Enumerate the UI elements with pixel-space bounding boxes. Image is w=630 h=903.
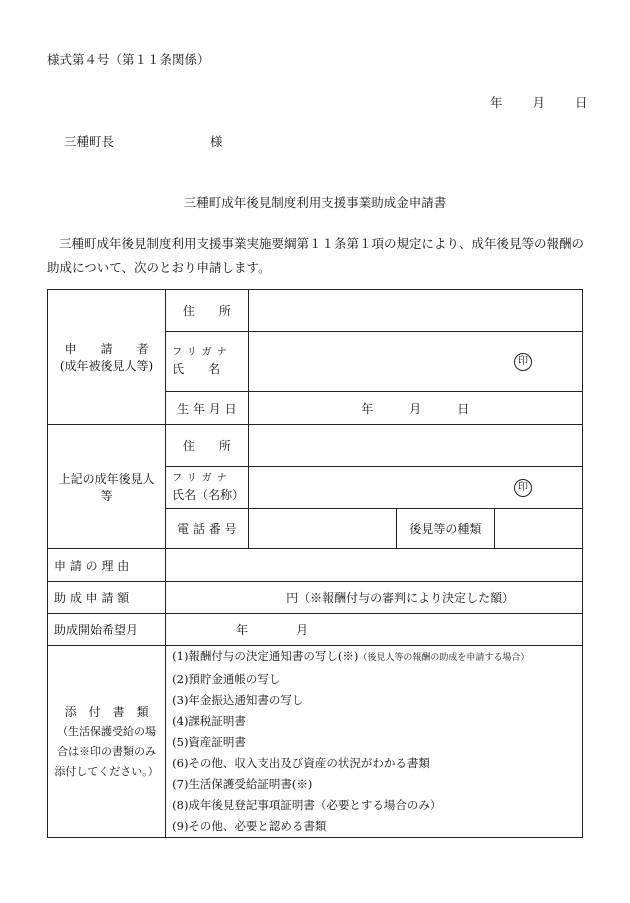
- application-form-table: [47, 289, 583, 838]
- attachment-item: (1)報酬付与の決定通知書の写し(※)（後見人等の報酬の助成を申請する場合）: [172, 649, 530, 663]
- attachment-item: (4)課税証明書: [172, 714, 246, 728]
- applicant-address-field[interactable]: [248, 290, 582, 332]
- reason-label: 申 請 の 理 由: [48, 549, 166, 582]
- document-title: 三種町成年後見制度利用支援事業助成金申請書: [183, 195, 447, 210]
- seal-icon: 印: [514, 353, 532, 371]
- amount-label: 助 成 申 請 額: [48, 582, 166, 614]
- attachments-note: （生活保護受給の場合は※印の書類のみ添付してください。）: [54, 724, 159, 778]
- attachment-item: (9)その他、必要と認める書類: [172, 819, 327, 833]
- attachment-item: (8)成年後見登記事項証明書（必要とする場合のみ）: [172, 798, 442, 812]
- body-text: [47, 232, 587, 280]
- body-paragraph: 三種町成年後見制度利用支援事業実施要綱第１１条第１項の規定により、成年後見等の報酬の助成について、次のとおり申請します。: [47, 236, 585, 275]
- attachment-item: (3)年金振込通知書の写し: [172, 693, 304, 707]
- seal-icon: 印: [514, 479, 532, 497]
- attachments-label: 添 付 書 類: [64, 704, 149, 719]
- guardian-phone-label: 電 話 番 号: [166, 509, 248, 549]
- applicant-sublabel: (成年被後見人等): [59, 359, 154, 373]
- date-line: 年 月 日: [490, 95, 588, 110]
- guardian-address-field[interactable]: [248, 425, 582, 467]
- applicant-furigana-label: フリガナ: [172, 347, 232, 358]
- guardian-furigana-label: フリガナ: [172, 473, 232, 484]
- start-month-field[interactable]: 年 月: [166, 614, 583, 646]
- guardian-address-label: 住 所: [166, 425, 248, 467]
- attachment-item: (2)預貯金通帳の写し: [172, 672, 281, 686]
- attachment-item: (6)その他、収入支出及び資産の状況がわかる書類: [172, 756, 430, 770]
- attachment-item: (5)資産証明書: [172, 735, 246, 749]
- guardian-phone-field[interactable]: [248, 509, 396, 549]
- attachment-item-note: （後見人等の報酬の助成を申請する場合）: [358, 653, 530, 663]
- guardian-name-label: 氏名（名称）: [172, 488, 245, 502]
- applicant-label-cell: [48, 290, 166, 425]
- addressee-suffix: 様: [210, 134, 223, 149]
- addressee-name: 三種町長: [64, 134, 115, 149]
- amount-field[interactable]: 円（※報酬付与の審判により決定した額）: [166, 582, 583, 614]
- guardian-label-cell: [48, 425, 166, 549]
- guardian-name-label-cell: [166, 467, 248, 509]
- guardian-type-label: 後見等の種類: [396, 509, 494, 549]
- guardian-type-field[interactable]: [494, 509, 582, 549]
- applicant-name-field[interactable]: [248, 332, 582, 392]
- addressee: [64, 132, 223, 150]
- form-number: 様式第４号（第１１条関係）: [47, 52, 210, 67]
- applicant-label: 申 請 者: [64, 342, 149, 356]
- applicant-dob-label: 生 年 月 日: [166, 392, 248, 425]
- guardian-label: 上記の成年後見人等: [58, 471, 155, 503]
- guardian-name-field[interactable]: [248, 467, 582, 509]
- applicant-name-label: 氏 名: [172, 362, 221, 376]
- applicant-address-label: 住 所: [166, 290, 248, 332]
- reason-field[interactable]: [166, 549, 583, 582]
- attachments-label-cell: [48, 646, 166, 838]
- attachment-item: (7)生活保護受給証明書(※): [172, 777, 313, 791]
- attachments-list: [166, 646, 583, 838]
- applicant-name-label-cell: [166, 332, 248, 392]
- applicant-dob-field[interactable]: 年 月 日: [248, 392, 582, 425]
- start-month-label: 助成開始希望月: [48, 614, 166, 646]
